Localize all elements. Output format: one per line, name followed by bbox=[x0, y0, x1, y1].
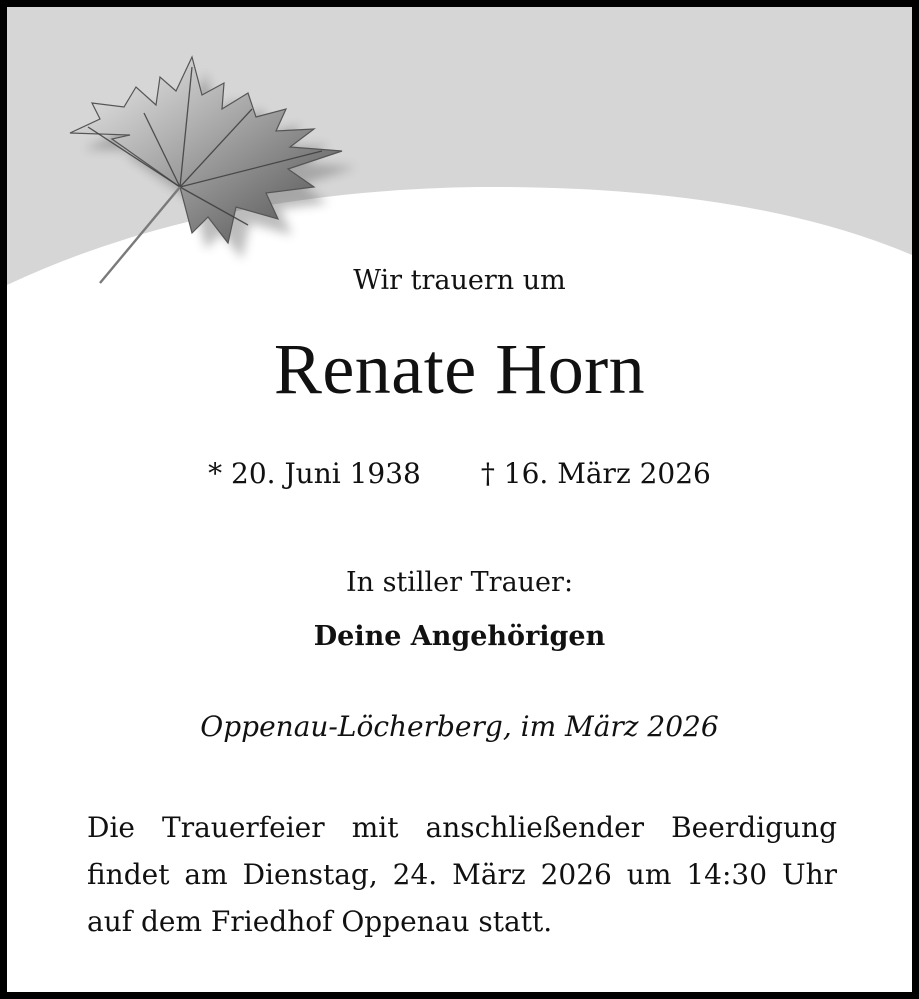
deceased-name: Renate Horn bbox=[273, 329, 646, 409]
maple-leaf-icon bbox=[52, 47, 362, 297]
service-line-1: Die Trauerfeier mit anschließender Beerdigung bbox=[87, 811, 837, 844]
mourning-label: In stiller Trauer: bbox=[345, 567, 574, 598]
family-signature: Deine Angehörigen bbox=[313, 621, 606, 652]
service-line-3: auf dem Friedhof Oppenau statt. bbox=[87, 905, 553, 938]
life-dates bbox=[7, 457, 912, 490]
death-date: † 16. März 2026 bbox=[480, 457, 711, 490]
service-line-2: findet am Dienstag, 24. März 2026 um 14:30 Uhr bbox=[87, 858, 837, 891]
funeral-service-details bbox=[87, 804, 837, 945]
birth-date: * 20. Juni 1938 bbox=[208, 457, 421, 490]
intro-text: Wir trauern um bbox=[353, 265, 566, 296]
place-and-date: Oppenau-Löcherberg, im März 2026 bbox=[200, 710, 719, 743]
